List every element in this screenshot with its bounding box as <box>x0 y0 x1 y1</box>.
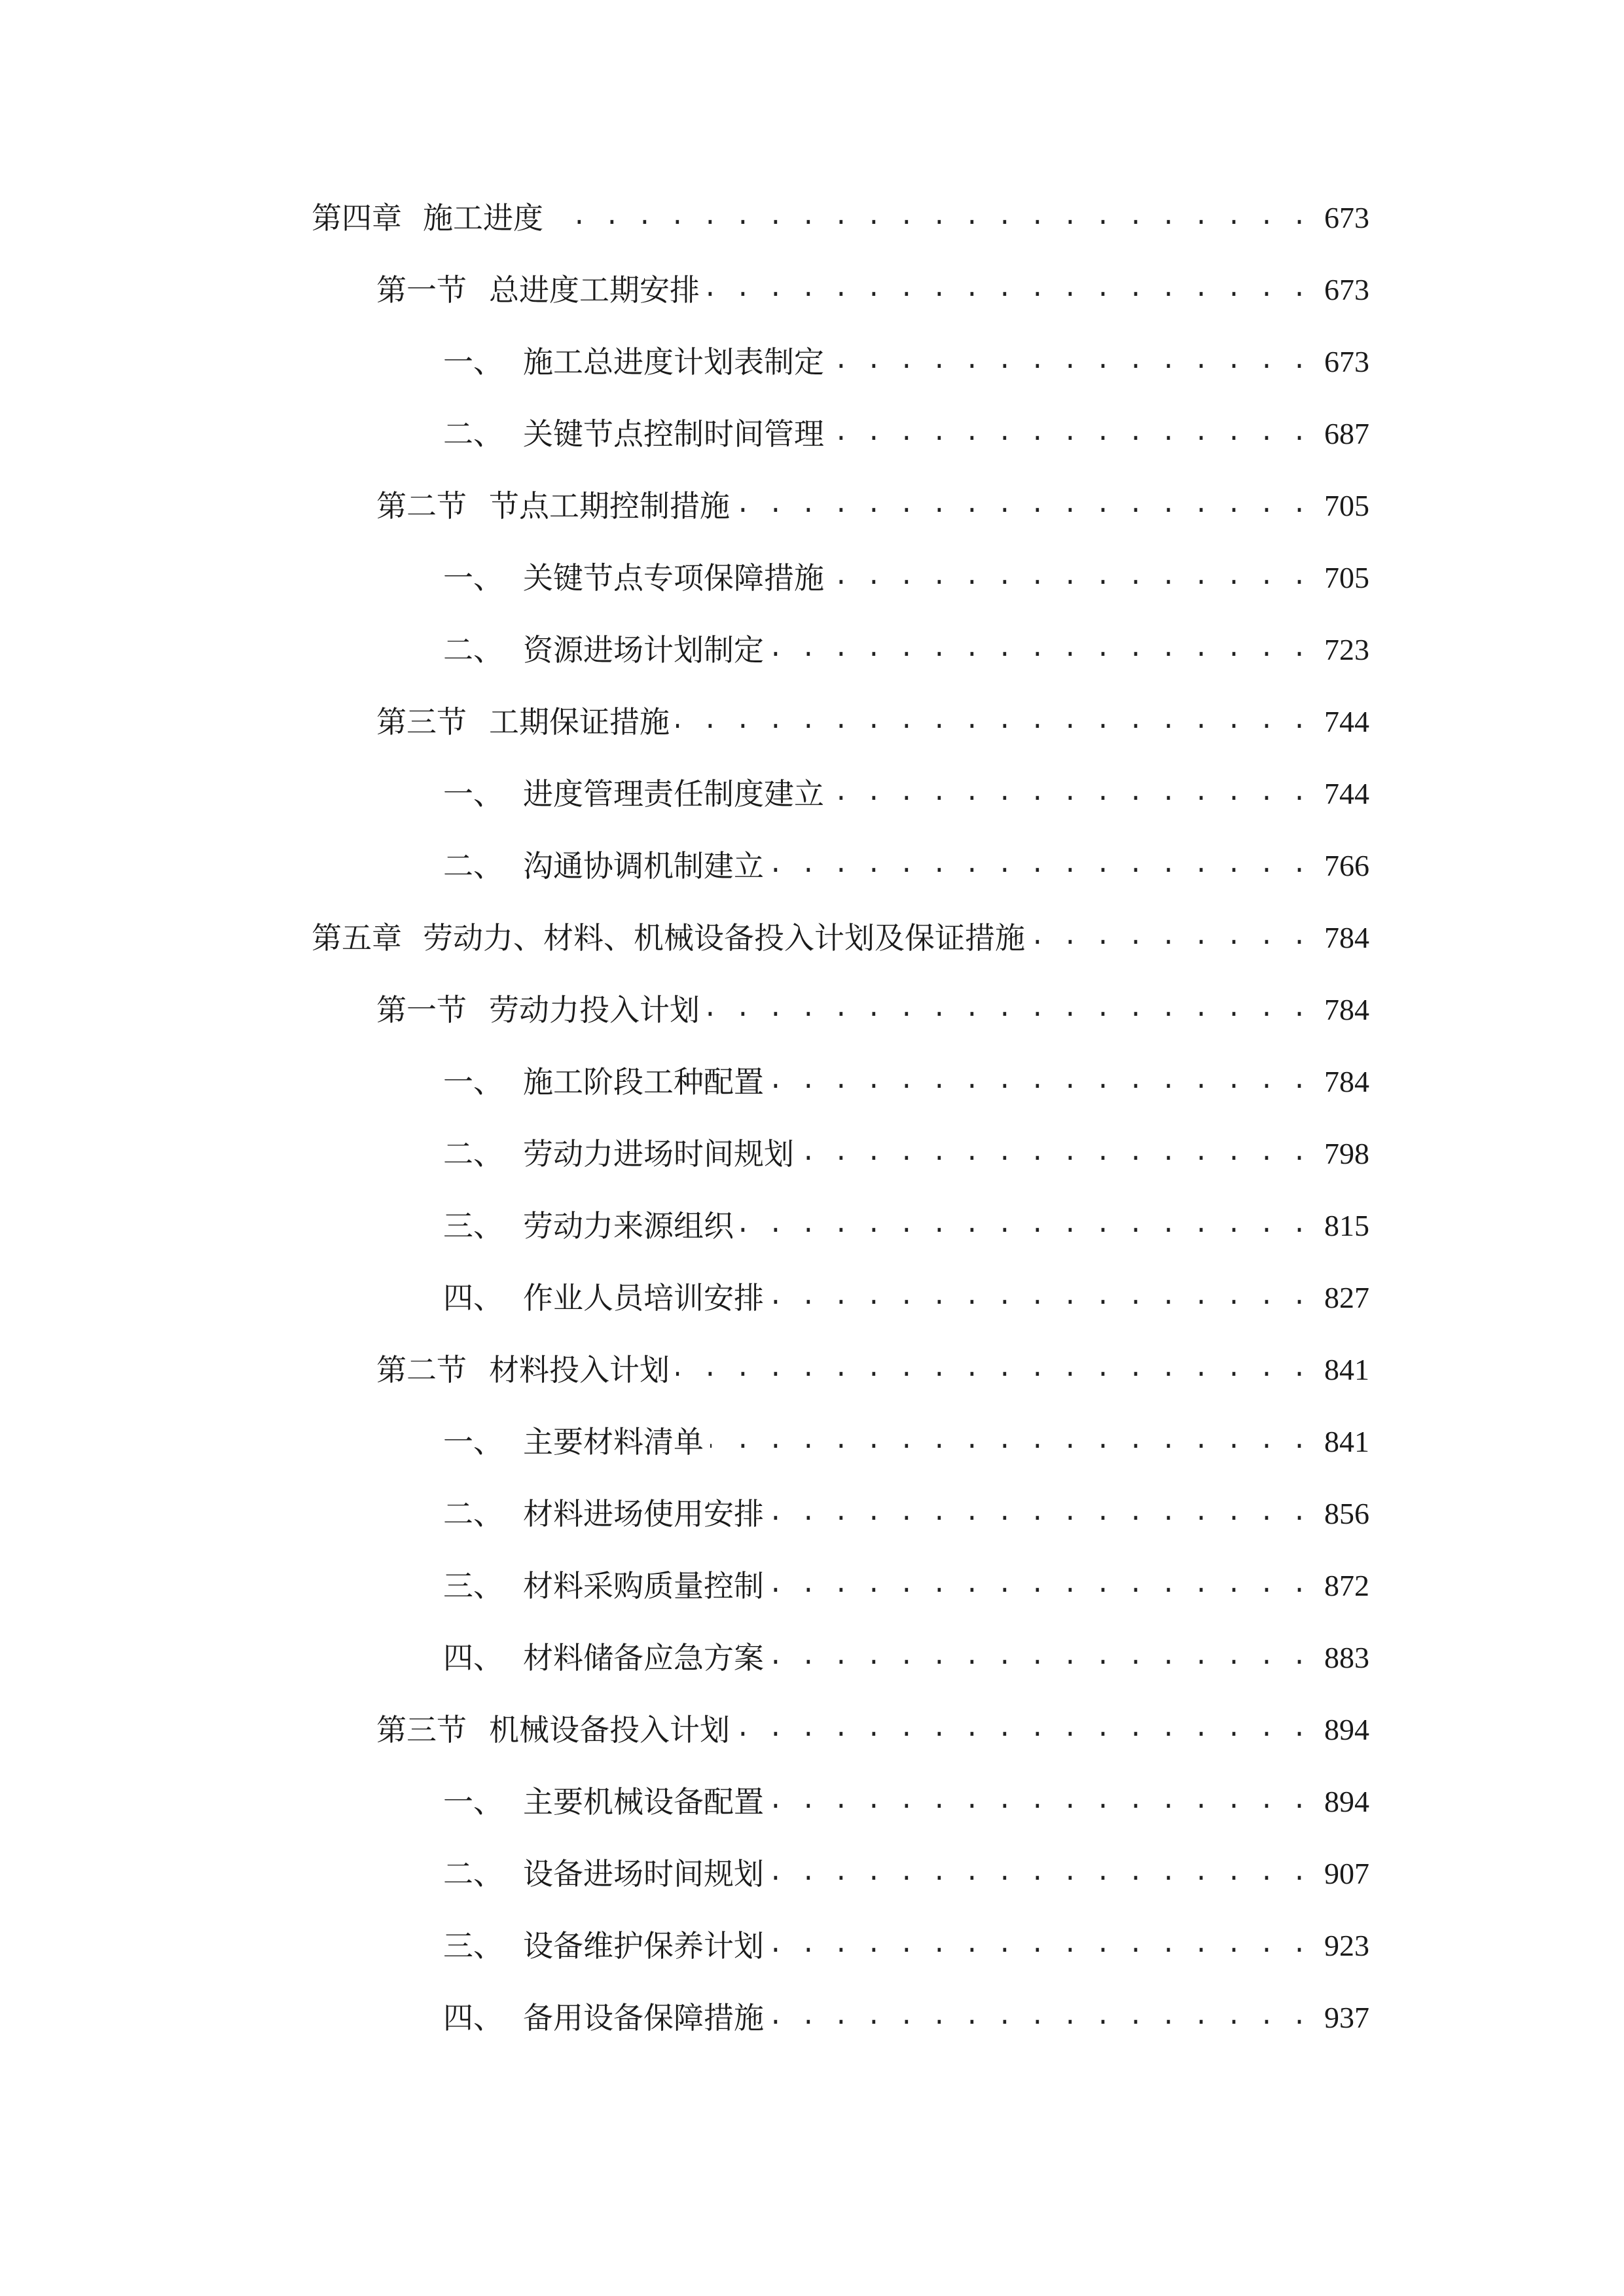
toc-entry-title: 进度管理责任制度建立 <box>523 776 824 812</box>
dot-leader <box>770 1782 1308 1821</box>
dot-leader <box>831 414 1308 454</box>
dot-leader <box>736 1710 1308 1749</box>
toc-entry-page-number: 815 <box>1324 1209 1369 1242</box>
dot-leader <box>770 846 1308 886</box>
toc-entry-label: 一、 <box>443 1784 503 1820</box>
toc-entry-label: 二、 <box>443 848 503 884</box>
dot-leader <box>676 1350 1308 1390</box>
dot-leader <box>770 1278 1308 1318</box>
dot-leader <box>770 1854 1308 1893</box>
toc-entry-subsection[interactable] <box>0 758 1624 830</box>
toc-entry-page-number: 856 <box>1324 1497 1369 1530</box>
toc-entry-subsection[interactable] <box>0 1982 1624 2054</box>
toc-entry-section[interactable] <box>0 470 1624 542</box>
dot-leader <box>710 1422 1308 1462</box>
toc-entry-subsection[interactable] <box>0 326 1624 398</box>
toc-entry-page-number: 673 <box>1324 201 1369 234</box>
toc-entry-title: 材料投入计划 <box>489 1352 670 1388</box>
toc-entry-chapter-4[interactable] <box>0 182 1624 254</box>
toc-entry-page-number: 723 <box>1324 633 1369 666</box>
toc-entry-page-number: 687 <box>1324 417 1369 450</box>
toc-entry-page-number: 705 <box>1324 489 1369 522</box>
toc-entry-page-number: 673 <box>1324 273 1369 306</box>
toc-entry-label: 三、 <box>443 1208 503 1244</box>
toc-entry-page-number: 937 <box>1324 2001 1369 2034</box>
toc-entry-title: 施工进度 <box>423 200 543 236</box>
toc-entry-label: 四、 <box>443 1640 503 1676</box>
toc-entry-page-number: 872 <box>1324 1569 1369 1602</box>
toc-entry-subsection[interactable] <box>0 1478 1624 1550</box>
toc-entry-subsection[interactable] <box>0 1262 1624 1334</box>
toc-entry-title: 主要材料清单 <box>523 1424 704 1460</box>
toc-entry-section[interactable] <box>0 254 1624 326</box>
toc-entry-label: 一、 <box>443 1064 503 1100</box>
toc-entry-label: 一、 <box>443 776 503 812</box>
table-of-contents <box>0 182 1624 2054</box>
toc-entry-subsection[interactable] <box>0 1550 1624 1622</box>
toc-entry-title: 材料储备应急方案 <box>523 1640 764 1676</box>
toc-entry-title: 劳动力进场时间规划 <box>523 1136 794 1172</box>
toc-entry-page-number: 744 <box>1324 777 1369 810</box>
toc-entry-label: 三、 <box>443 1928 503 1964</box>
toc-entry-subsection[interactable] <box>0 1190 1624 1262</box>
toc-entry-chapter-5[interactable] <box>0 902 1624 974</box>
toc-entry-title: 设备维护保养计划 <box>523 1928 764 1964</box>
toc-entry-page-number: 784 <box>1324 993 1369 1026</box>
toc-entry-title: 劳动力投入计划 <box>489 992 700 1028</box>
dot-leader <box>831 558 1308 598</box>
toc-entry-title: 备用设备保障措施 <box>523 2000 764 2036</box>
toc-entry-label: 四、 <box>443 2000 503 2036</box>
toc-entry-label: 四、 <box>443 1280 503 1316</box>
toc-entry-subsection[interactable] <box>0 1622 1624 1694</box>
toc-entry-page-number: 841 <box>1324 1425 1369 1458</box>
toc-entry-subsection[interactable] <box>0 1838 1624 1910</box>
dot-leader <box>770 1998 1308 2037</box>
toc-entry-subsection[interactable] <box>0 398 1624 470</box>
toc-entry-page-number: 827 <box>1324 1281 1369 1314</box>
toc-entry-label: 第三节 <box>376 1712 467 1748</box>
toc-entry-page-number: 907 <box>1324 1857 1369 1890</box>
toc-entry-label: 三、 <box>443 1568 503 1604</box>
toc-entry-section[interactable] <box>0 974 1624 1046</box>
toc-entry-label: 第三节 <box>376 704 467 740</box>
dot-leader <box>770 1566 1308 1605</box>
toc-entry-title: 劳动力、材料、机械设备投入计划及保证措施 <box>423 920 1025 956</box>
toc-entry-label: 二、 <box>443 416 503 452</box>
toc-entry-page-number: 705 <box>1324 561 1369 594</box>
dot-leader <box>801 1134 1308 1174</box>
toc-entry-subsection[interactable] <box>0 1406 1624 1478</box>
toc-entry-label: 第一节 <box>376 272 467 308</box>
toc-entry-label: 第二节 <box>376 488 467 524</box>
dot-leader <box>676 702 1308 742</box>
toc-entry-page-number: 923 <box>1324 1929 1369 1962</box>
toc-entry-title: 总进度工期安排 <box>489 272 700 308</box>
dot-leader <box>831 774 1308 814</box>
dot-leader <box>1032 918 1308 958</box>
dot-leader <box>770 1926 1308 1965</box>
toc-entry-page-number: 841 <box>1324 1353 1369 1386</box>
toc-entry-title: 工期保证措施 <box>489 704 670 740</box>
toc-entry-section[interactable] <box>0 1694 1624 1766</box>
toc-entry-subsection[interactable] <box>0 1046 1624 1118</box>
toc-entry-label: 一、 <box>443 560 503 596</box>
toc-entry-page-number: 784 <box>1324 1065 1369 1098</box>
dot-leader <box>770 1638 1308 1677</box>
dot-leader <box>770 1062 1308 1102</box>
toc-entry-title: 材料采购质量控制 <box>523 1568 764 1604</box>
toc-entry-title: 施工总进度计划表制定 <box>523 344 824 380</box>
toc-entry-title: 设备进场时间规划 <box>523 1856 764 1892</box>
toc-entry-title: 机械设备投入计划 <box>489 1712 730 1748</box>
toc-entry-label: 二、 <box>443 632 503 668</box>
toc-entry-subsection[interactable] <box>0 542 1624 614</box>
toc-entry-title: 作业人员培训安排 <box>523 1280 764 1316</box>
toc-entry-label: 第四章 <box>312 200 402 236</box>
toc-entry-page-number: 744 <box>1324 705 1369 738</box>
toc-entry-page-number: 894 <box>1324 1713 1369 1746</box>
dot-leader <box>770 1494 1308 1534</box>
toc-entry-label: 二、 <box>443 1856 503 1892</box>
toc-entry-label: 二、 <box>443 1136 503 1172</box>
toc-entry-subsection[interactable] <box>0 1766 1624 1838</box>
dot-leader <box>770 630 1308 670</box>
toc-entry-title: 关键节点专项保障措施 <box>523 560 824 596</box>
toc-entry-label: 第二节 <box>376 1352 467 1388</box>
toc-entry-title: 材料进场使用安排 <box>523 1496 764 1532</box>
toc-entry-page-number: 766 <box>1324 849 1369 882</box>
toc-entry-section[interactable] <box>0 686 1624 758</box>
toc-entry-subsection[interactable] <box>0 614 1624 686</box>
toc-entry-title: 主要机械设备配置 <box>523 1784 764 1820</box>
dot-leader <box>740 1206 1308 1246</box>
toc-entry-title: 节点工期控制措施 <box>489 488 730 524</box>
toc-entry-title: 劳动力来源组织 <box>523 1208 734 1244</box>
toc-entry-page-number: 784 <box>1324 921 1369 954</box>
toc-entry-subsection[interactable] <box>0 1118 1624 1190</box>
toc-entry-section[interactable] <box>0 1334 1624 1406</box>
toc-entry-label: 一、 <box>443 1424 503 1460</box>
toc-entry-label: 二、 <box>443 1496 503 1532</box>
dot-leader <box>736 486 1308 526</box>
toc-entry-title: 关键节点控制时间管理 <box>523 416 824 452</box>
toc-entry-page-number: 894 <box>1324 1785 1369 1818</box>
toc-entry-title: 施工阶段工种配置 <box>523 1064 764 1100</box>
dot-leader <box>550 198 1308 238</box>
toc-entry-title: 资源进场计划制定 <box>523 632 764 668</box>
toc-entry-subsection[interactable] <box>0 830 1624 902</box>
dot-leader <box>706 990 1308 1030</box>
dot-leader <box>831 342 1308 382</box>
toc-entry-page-number: 673 <box>1324 345 1369 378</box>
toc-entry-label: 第一节 <box>376 992 467 1028</box>
toc-entry-label: 一、 <box>443 344 503 380</box>
toc-entry-subsection[interactable] <box>0 1910 1624 1982</box>
toc-entry-title: 沟通协调机制建立 <box>523 848 764 884</box>
dot-leader <box>706 270 1308 310</box>
toc-entry-label: 第五章 <box>312 920 402 956</box>
toc-entry-page-number: 883 <box>1324 1641 1369 1674</box>
toc-entry-page-number: 798 <box>1324 1137 1369 1170</box>
